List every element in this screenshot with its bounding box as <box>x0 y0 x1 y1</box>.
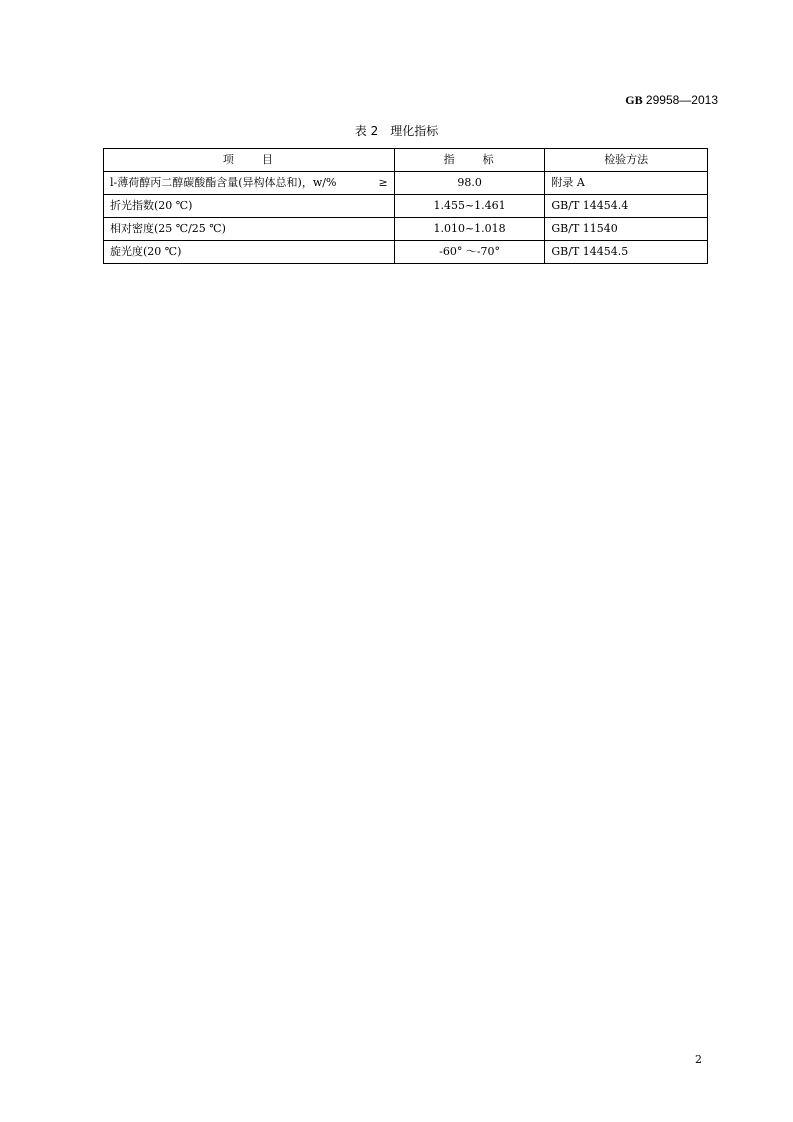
index-cell: -60° ～-70° <box>394 241 545 264</box>
test-method-cell: GB/T 14454.4 <box>545 195 708 218</box>
test-method-cell: GB/T 14454.5 <box>545 241 708 264</box>
table-header-row <box>104 149 708 172</box>
column-header-item: 项 目 <box>104 149 395 172</box>
table-row <box>104 172 708 195</box>
table-row <box>104 195 708 218</box>
item-cell <box>104 195 395 218</box>
page-number: 2 <box>695 1053 702 1066</box>
item-label: 折光指数(20 ℃) <box>110 199 193 212</box>
item-cell <box>104 241 395 264</box>
item-cell <box>104 172 395 195</box>
index-cell: 98.0 <box>394 172 545 195</box>
item-label: 相对密度(25 ℃/25 ℃) <box>110 222 226 235</box>
standard-prefix: GB <box>625 93 643 107</box>
table-caption <box>0 122 793 139</box>
item-label: 旋光度(20 ℃) <box>110 245 182 258</box>
table-row <box>104 218 708 241</box>
index-cell: 1.010~1.018 <box>394 218 545 241</box>
column-header-test-method: 检验方法 <box>545 149 708 172</box>
test-method-cell: GB/T 11540 <box>545 218 708 241</box>
test-method-cell: 附录 A <box>545 172 708 195</box>
physicochemical-index-table <box>103 148 708 264</box>
item-label: l-薄荷醇丙二醇碳酸酯含量(异构体总和)，w/% <box>110 176 337 189</box>
item-cell <box>104 218 395 241</box>
table-row <box>104 241 708 264</box>
table-number: 表 2 <box>354 124 379 138</box>
index-cell: 1.455~1.461 <box>394 195 545 218</box>
column-header-index: 指 标 <box>394 149 545 172</box>
table-title: 理化指标 <box>390 124 439 138</box>
standard-number-header <box>625 93 718 108</box>
item-qualifier: ≥ <box>378 176 388 189</box>
standard-number: 29958—2013 <box>645 93 718 107</box>
